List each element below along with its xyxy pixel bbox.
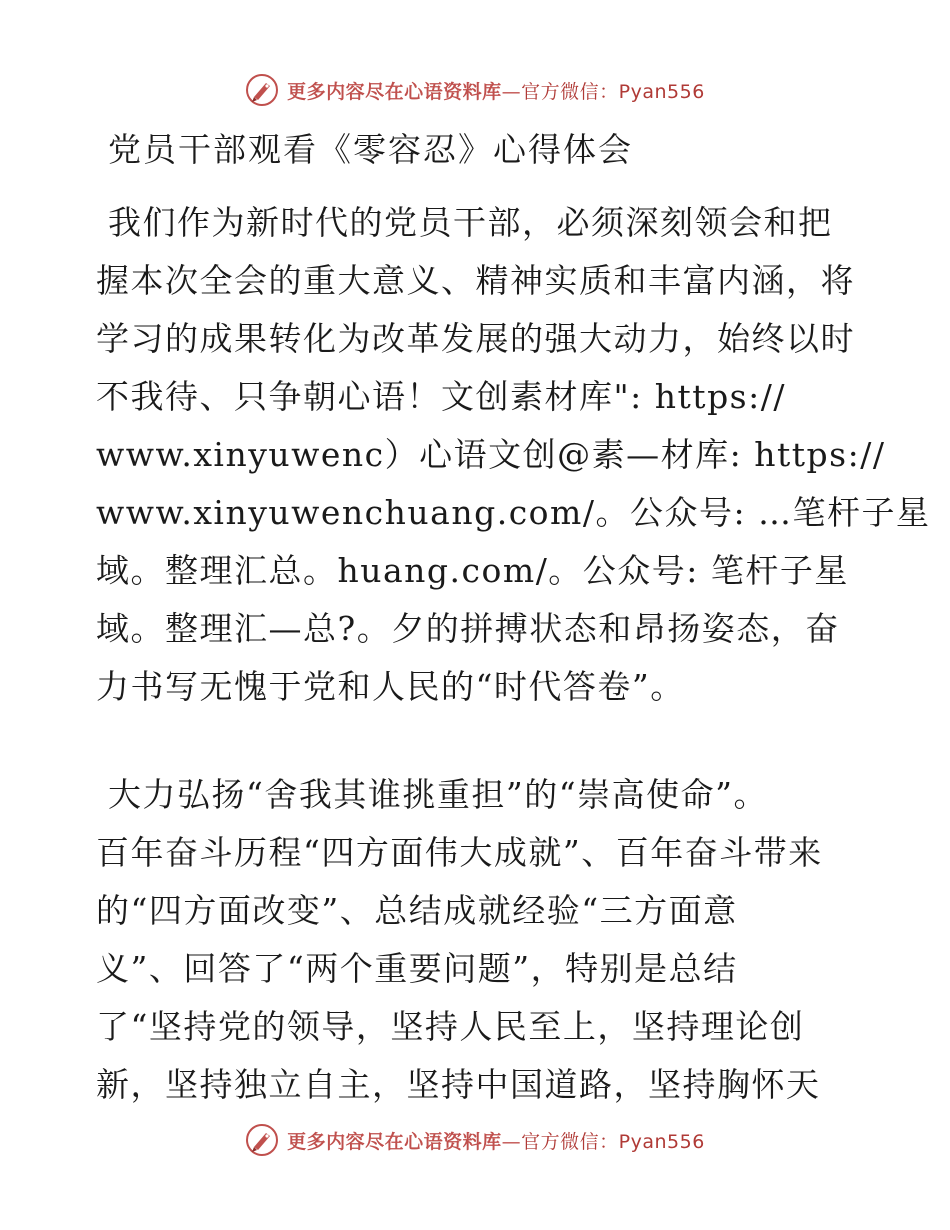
watermark-dash: — <box>501 80 522 103</box>
watermark-text <box>287 77 705 104</box>
text-line: 了“坚持党的领导，坚持人民至上，坚持理论创 <box>96 1007 805 1046</box>
text-line: 我们作为新时代的党员干部，必须深刻领会和把 <box>108 203 833 242</box>
paragraph-1 <box>96 194 931 716</box>
text-line: 大力弘扬“舍我其谁挑重担”的“崇高使命”。 <box>108 775 768 814</box>
pen-nib-logo-icon <box>245 73 279 107</box>
watermark-main: 更多内容尽在心语资料库 <box>287 1130 502 1153</box>
text-line: 域。整理汇—总?。夕的拼搏状态和昂扬姿态，奋 <box>96 609 840 648</box>
header-watermark <box>0 72 950 108</box>
pen-nib-logo-icon <box>245 1123 279 1157</box>
watermark-main: 更多内容尽在心语资料库 <box>287 80 502 103</box>
watermark-text <box>287 1127 705 1154</box>
text-line: 百年奋斗历程“四方面伟大成就”、百年奋斗带来 <box>96 833 823 872</box>
text-line: 域。整理汇总。huang.com/。公众号: 笔杆子星 <box>96 551 849 590</box>
text-line: 握本次全会的重大意义、精神实质和丰富内涵，将 <box>96 261 855 300</box>
text-line: 学习的成果转化为改革发展的强大动力，始终以时 <box>96 319 855 358</box>
watermark-contact: 官方微信：Pyan556 <box>521 1130 705 1153</box>
text-line: 义”、回答了“两个重要问题”，特别是总结 <box>96 949 738 988</box>
watermark-dash: — <box>501 1130 522 1153</box>
paragraph-2 <box>96 766 856 1114</box>
text-line: 不我待、只争朝心语！文创素材库": https:// <box>96 377 786 416</box>
text-line: 的“四方面改变”、总结成就经验“三方面意 <box>96 891 738 930</box>
text-line: 新，坚持独立自主，坚持中国道路，坚持胸怀天 <box>96 1065 821 1104</box>
footer-watermark <box>0 1122 950 1158</box>
watermark-contact: 官方微信：Pyan556 <box>521 80 705 103</box>
text-line: 力书写无愧于党和人民的“时代答卷”。 <box>96 667 685 706</box>
text-line: www.xinyuwenchuang.com/。公众号: …笔杆子星 <box>96 493 931 532</box>
document-title: 党员干部观看《零容忍》心得体会 <box>108 130 633 169</box>
text-line: www.xinyuwenc）心语文创@素—材库: https:// <box>96 435 886 474</box>
